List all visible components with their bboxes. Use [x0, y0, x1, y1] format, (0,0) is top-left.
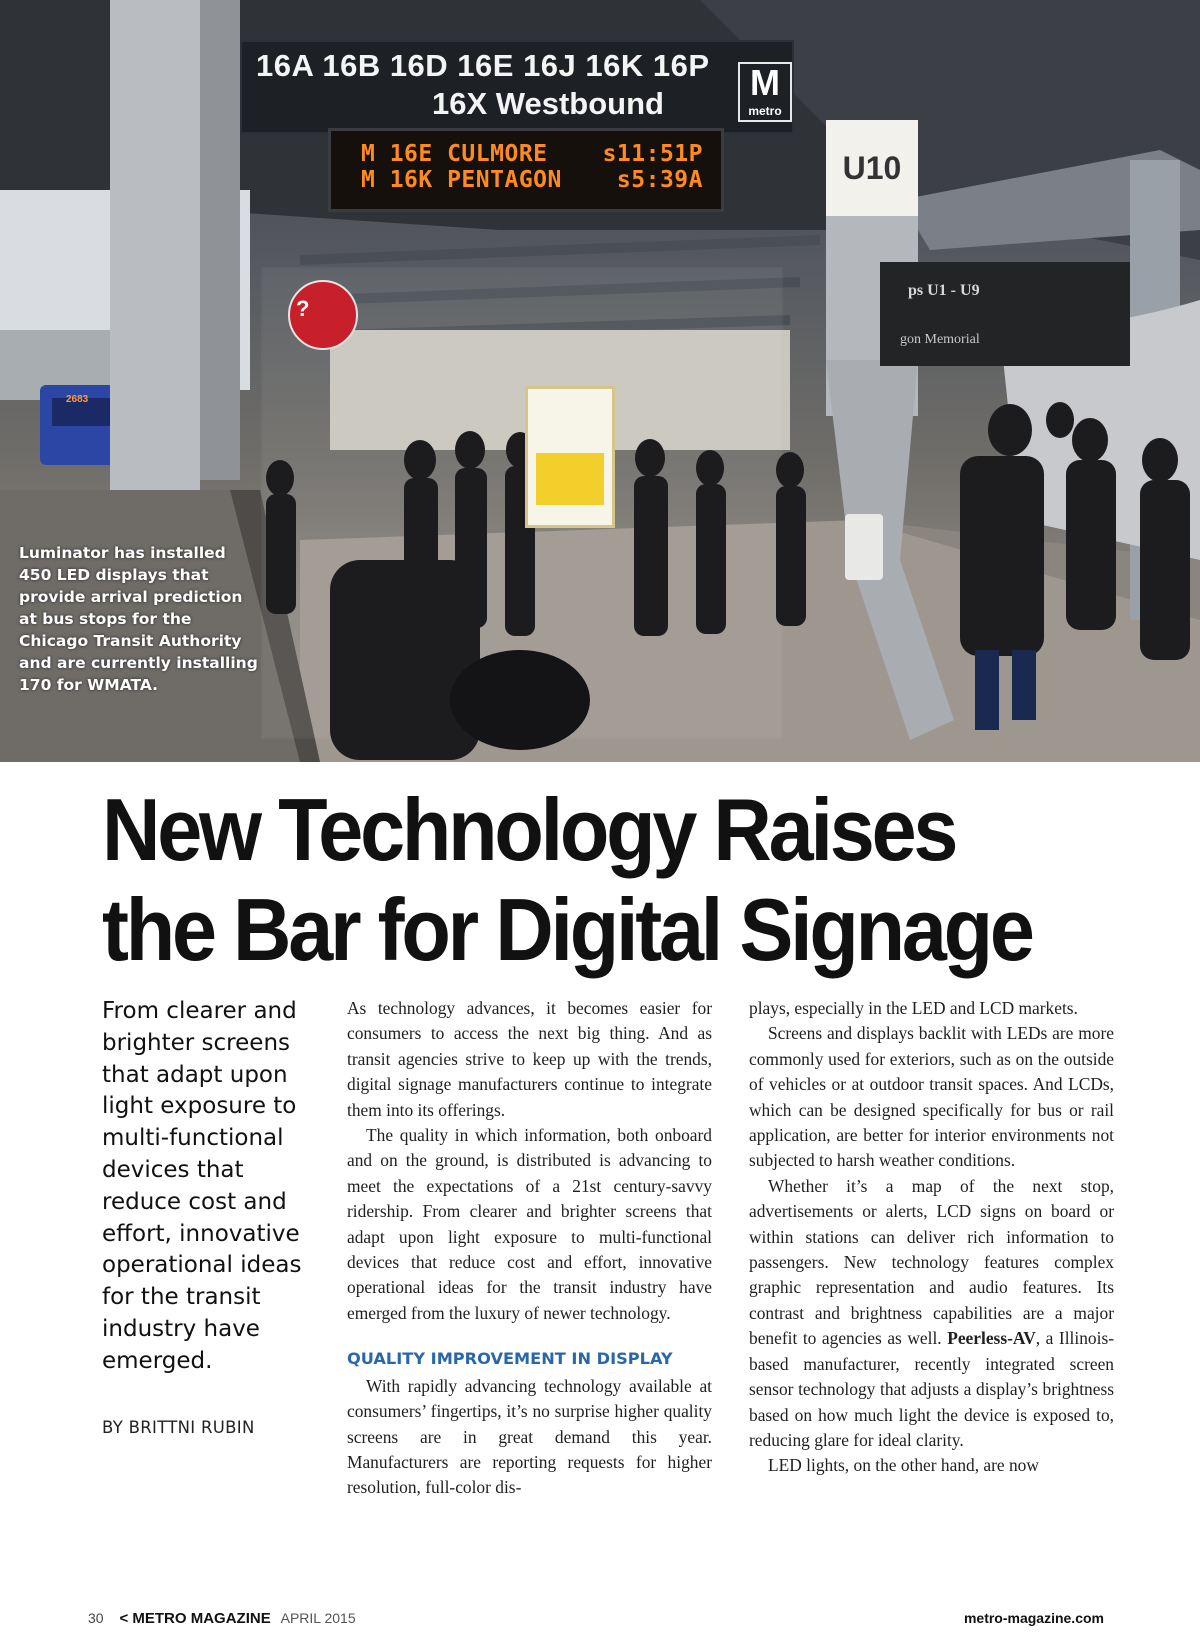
company-name: Peerless-AV [947, 1328, 1036, 1349]
page-number: 30 [88, 1610, 104, 1626]
led-row-time: s11:51P [602, 141, 703, 167]
led-row [361, 141, 703, 167]
metro-logo [738, 62, 792, 122]
wayfinding-line1: ps U1 - U9 [908, 282, 980, 299]
metro-logo-text: metro [748, 104, 782, 118]
route-sign-direction: 16X Westbound [432, 86, 664, 121]
body-column-1 [347, 996, 712, 1501]
next-bus-sign [288, 280, 358, 350]
paragraph: LED lights, on the other hand, are now [768, 1455, 1039, 1476]
led-arrival-display [328, 128, 724, 212]
page-folio [88, 1610, 356, 1627]
bay-label: U10 [826, 120, 918, 216]
website-url: metro-magazine.com [963, 1610, 1104, 1626]
paragraph: plays, especially in the LED and LCD markets. [749, 998, 1078, 1018]
article-deck: From clearer and brighter screens that adapt upon light exposure to multi-functional devices that reduce cost and effort, innovative operational ideas for the transit industry have emerged. [102, 998, 302, 1374]
led-row-route: M 16K PENTAGON [361, 167, 562, 193]
paragraph-text: , a Illinois-based manufacturer, recently integrated screen sensor technology that adjusts a display’s brightness based on how much light the device is exposed to, reducing glare for ideal clarity. [749, 1328, 1114, 1450]
section-subhead: QUALITY IMPROVEMENT IN DISPLAY [347, 1349, 673, 1369]
paragraph [749, 1174, 1114, 1453]
led-row-route: M 16E CULMORE [361, 141, 548, 167]
push-button-panel [845, 514, 883, 580]
wayfinding-line2: gon Memorial [900, 332, 980, 347]
article-headline [102, 780, 1032, 980]
paragraph: As technology advances, it becomes easier for consumers to access the next big thing. And as transit agencies strive to keep up with the trends, digital signage manufacturers continue to integrate them into its offerings. [347, 998, 712, 1120]
byline: BY BRITTNI RUBIN [102, 1418, 255, 1437]
led-row [361, 167, 703, 193]
route-sign [240, 40, 794, 134]
poster-yellow-panel [536, 453, 604, 505]
route-sign-routes: 16A 16B 16D 16E 16J 16K 16P [256, 48, 710, 83]
issue-date: APRIL 2015 [280, 1610, 356, 1626]
hero-photo [0, 0, 1200, 762]
magazine-name: < METRO MAGAZINE [119, 1610, 271, 1627]
photo-caption: Luminator has installed 450 LED displays that provide arrival prediction at bus stops for the Chicago Transit Authority and are currently installing 170 for WMATA. [19, 544, 258, 694]
metro-logo-letter: M [750, 62, 780, 103]
headline-line-1: New Technology Raises [102, 780, 956, 879]
wayfinding-sign [880, 262, 1130, 366]
question-icon: ? [296, 296, 310, 321]
paragraph-text: Whether it’s a map of the next stop, advertisements or alerts, LCD signs on board or within stations can deliver rich information to passengers. New technology features complex graphic representation and audio features. Its contrast and brightness capabilities are a major benefit to agencies as well. [749, 1175, 1114, 1349]
paragraph: The quality in which information, both onboard and on the ground, is distributed is advancing to meet the expectations of a 21st century-savvy ridership. From clearer and brighter screens that adapt upon light exposure to multi-functional devices that reduce cost and effort, innovative operational ideas for the transit industry have emerged from the luxury of newer technology. [347, 1125, 712, 1323]
construction-alert-poster [525, 386, 615, 528]
led-row-time: s5:39A [616, 167, 703, 193]
bus-number: 2683 [66, 394, 89, 405]
paragraph: With rapidly advancing technology available at consumers’ fingertips, it’s no surprise higher quality screens are in great demand this year. Manufacturers are reporting requests for higher resolution, full-color dis- [347, 1375, 712, 1498]
body-column-2 [749, 996, 1114, 1479]
headline-line-2: the Bar for Digital Signage [102, 880, 1032, 979]
paragraph: Screens and displays backlit with LEDs are more commonly used for exteriors, such as on the outside of vehicles or at outdoor transit spaces. And LCDs, which can be designed specifically for bus or rail application, are better for interior environments not subjected to harsh weather conditions. [749, 1023, 1114, 1171]
